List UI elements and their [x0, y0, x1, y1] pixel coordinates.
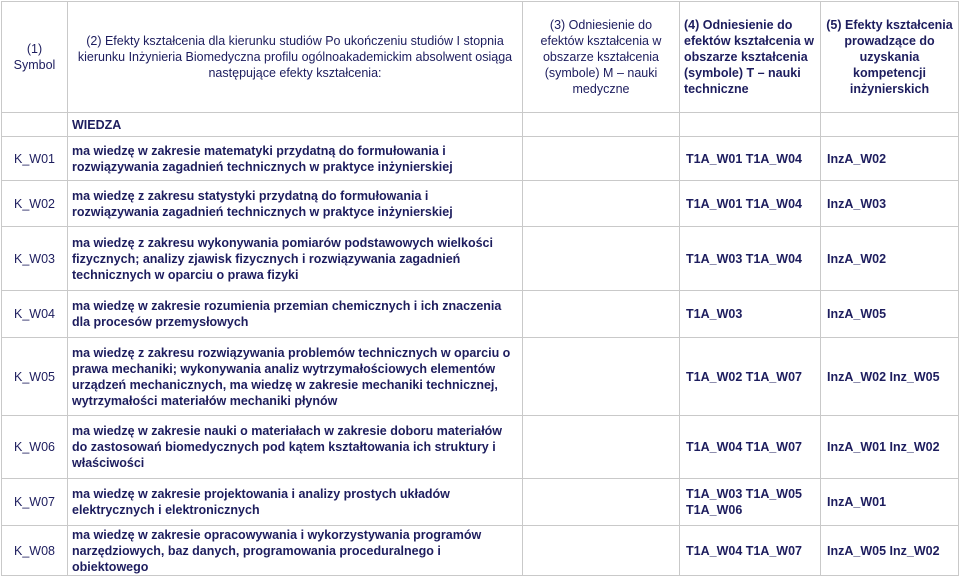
technical-reference: T1A_W01 T1A_W04: [680, 181, 821, 227]
engineering-reference: InzA_W05 Inz_W02: [821, 526, 959, 576]
section-spacer: [680, 113, 821, 137]
medical-reference: [523, 338, 680, 416]
outcome-symbol: K_W01: [2, 137, 68, 181]
outcome-description: ma wiedzę w zakresie rozumienia przemian chemicznych i ich znaczenia dla procesów przemysłowych: [68, 291, 523, 338]
outcome-description: ma wiedzę w zakresie nauki o materiałach w zakresie doboru materiałów do zastosowań biomedycznych pod kątem kształtowania ich struktury i właściwości: [68, 416, 523, 479]
outcome-description: ma wiedzę w zakresie matematyki przydatną do formułowania i rozwiązywania zagadnień technicznych w praktyce inżynierskiej: [68, 137, 523, 181]
table-row: [2, 137, 959, 181]
header-outcomes: (2) Efekty kształcenia dla kierunku studiów Po ukończeniu studiów I stopnia kierunku Inżynieria Biomedyczna profilu ogólnoakademickim absolwent osiąga następujące efekty kształcenia:: [68, 2, 523, 113]
engineering-reference: InzA_W02: [821, 137, 959, 181]
table-row: [2, 338, 959, 416]
section-spacer: [523, 113, 680, 137]
outcome-symbol: K_W02: [2, 181, 68, 227]
outcome-symbol: K_W07: [2, 479, 68, 526]
section-spacer: [821, 113, 959, 137]
table-row: [2, 227, 959, 291]
header-symbol: (1) Symbol: [2, 2, 68, 113]
outcome-description: ma wiedzę w zakresie opracowywania i wykorzystywania programów narzędziowych, baz danych, programowania proceduralnego i obiektowego: [68, 526, 523, 576]
medical-reference: [523, 227, 680, 291]
header-engineering: (5) Efekty kształcenia prowadzące do uzyskania kompetencji inżynierskich: [821, 2, 959, 113]
outcome-symbol: K_W08: [2, 526, 68, 576]
technical-reference: T1A_W01 T1A_W04: [680, 137, 821, 181]
medical-reference: [523, 291, 680, 338]
outcome-description: ma wiedzę w zakresie projektowania i analizy prostych układów elektrycznych i elektronicznych: [68, 479, 523, 526]
technical-reference: T1A_W03: [680, 291, 821, 338]
medical-reference: [523, 137, 680, 181]
section-title: WIEDZA: [68, 113, 523, 137]
medical-reference: [523, 181, 680, 227]
engineering-reference: InzA_W01: [821, 479, 959, 526]
table-row: [2, 181, 959, 227]
header-row: [2, 2, 959, 113]
table-row: [2, 526, 959, 576]
engineering-reference: InzA_W02 Inz_W05: [821, 338, 959, 416]
table-row: [2, 479, 959, 526]
medical-reference: [523, 479, 680, 526]
medical-reference: [523, 526, 680, 576]
outcome-symbol: K_W05: [2, 338, 68, 416]
outcome-description: ma wiedzę z zakresu rozwiązywania problemów technicznych w oparciu o prawa mechaniki; wykonywania analiz wytrzymałościowych elementów urządzeń mechanicznych, ma wiedzę w zakresie mechaniki technicznej, wytrzymałości materiałów mechaniki płynów: [68, 338, 523, 416]
table-row: [2, 416, 959, 479]
header-technical: (4) Odniesienie do efektów kształcenia w obszarze kształcenia (symbole) T – nauki techniczne: [680, 2, 821, 113]
technical-reference: T1A_W04 T1A_W07: [680, 526, 821, 576]
outcome-description: ma wiedzę z zakresu statystyki przydatną do formułowania i rozwiązywania zagadnień technicznych w praktyce inżynierskiej: [68, 181, 523, 227]
section-spacer: [2, 113, 68, 137]
engineering-reference: InzA_W03: [821, 181, 959, 227]
technical-reference: T1A_W04 T1A_W07: [680, 416, 821, 479]
section-row: [2, 113, 959, 137]
engineering-reference: InzA_W01 Inz_W02: [821, 416, 959, 479]
header-medical: (3) Odniesienie do efektów kształcenia w obszarze kształcenia (symbole) M – nauki medyczne: [523, 2, 680, 113]
medical-reference: [523, 416, 680, 479]
table-row: [2, 291, 959, 338]
technical-reference: T1A_W03 T1A_W05 T1A_W06: [680, 479, 821, 526]
engineering-reference: InzA_W05: [821, 291, 959, 338]
outcome-symbol: K_W03: [2, 227, 68, 291]
engineering-reference: InzA_W02: [821, 227, 959, 291]
technical-reference: T1A_W02 T1A_W07: [680, 338, 821, 416]
outcome-symbol: K_W06: [2, 416, 68, 479]
outcome-symbol: K_W04: [2, 291, 68, 338]
outcome-description: ma wiedzę z zakresu wykonywania pomiarów podstawowych wielkości fizycznych; analizy zjawisk fizycznych i rozwiązywania zagadnień technicznych w oparciu o prawa fizyki: [68, 227, 523, 291]
learning-outcomes-table: [1, 1, 959, 576]
technical-reference: T1A_W03 T1A_W04: [680, 227, 821, 291]
